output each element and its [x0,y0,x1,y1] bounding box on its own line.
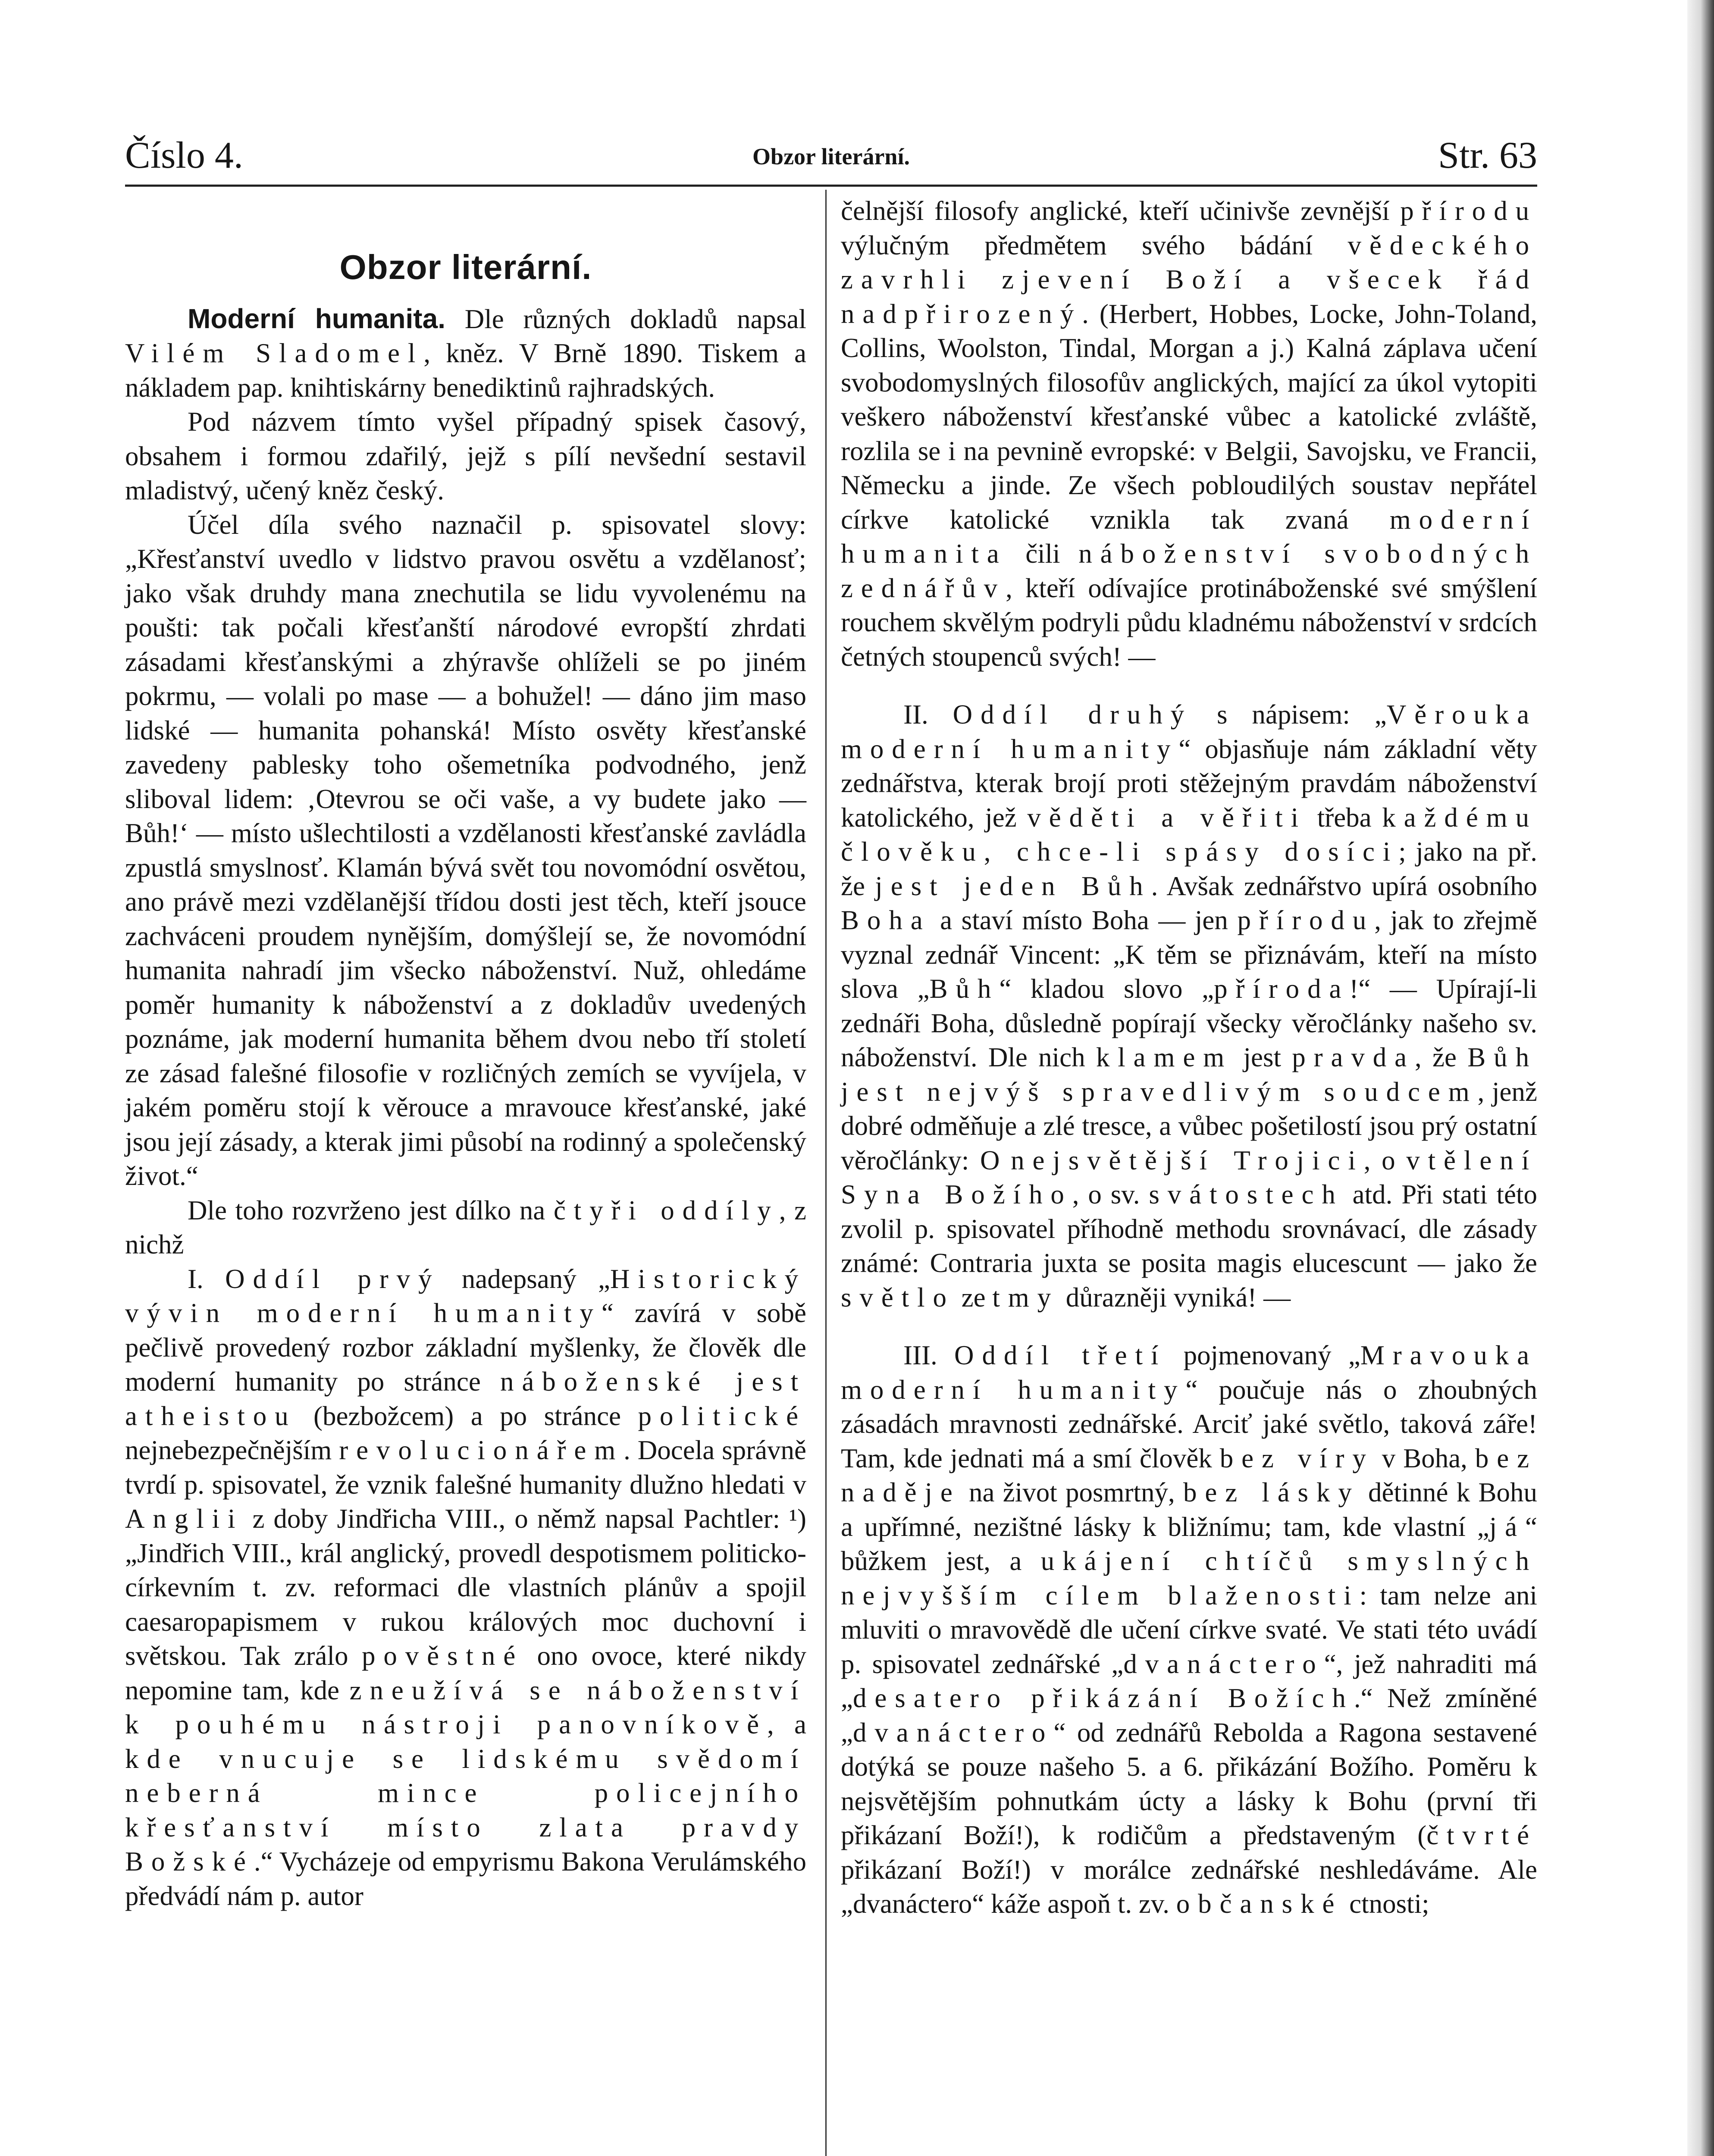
spaced-emphasis: Oddíl třetí [954,1340,1167,1370]
text-run: “ objasňuje nám základní věty zednářstva, kterak brojí proti stěžejným pravdám náboženství katolického, jež [841,733,1537,833]
text-run: , kteří odívajíce protináboženské své smýšlení rouchem skvělým podryli půdu kladnému náboženství v srdcích četných stoupenců svých! — [841,573,1537,672]
text-run: ctnosti; [1342,1889,1429,1919]
text-run: , o [1363,1145,1407,1175]
text-run: a staví místo Boha — jen [931,905,1238,935]
text-run: “ zavírá v sobě pečlivě provedený rozbor základní myšlenky, že člověk dle moderní humanity po stránce [125,1298,806,1397]
right-column [841,194,1537,1921]
text-run: čili [1007,539,1079,569]
text-run: .“ Než zmíněné „ [841,1683,1537,1748]
text-run: výlučným předmětem svého bádání [841,230,1348,260]
spaced-emphasis: vtělení Syna Božího [841,1145,1537,1210]
text-run: důrazněji vyniká! — [1059,1282,1291,1313]
spaced-emphasis: tmy [992,1282,1059,1313]
spaced-emphasis: bez víry [1219,1443,1374,1473]
spaced-emphasis: Boha [841,905,931,935]
spaced-emphasis: Oddíl prvý [225,1263,440,1294]
spaced-emphasis: nejsvětější Trojici [1011,1145,1364,1175]
spaced-emphasis: moderní humanita [841,504,1537,569]
text-run: Dle různých dokladů napsal [445,304,806,334]
spaced-emphasis: Bůh jest nejvýš spravedlivým soudcem [841,1042,1537,1107]
paragraph [125,508,806,1194]
spaced-emphasis: přírodu [1400,196,1537,226]
text-run: , že [1415,1042,1468,1072]
spaced-emphasis: bez lásky [1183,1477,1360,1507]
paragraph [125,1262,806,1914]
spaced-emphasis: Věrouka moderní humanity [841,699,1538,764]
text-run: atd. Při stati této zvolil p. spisovatel příhodně methodu srovnávací, dle zásady známé: Contraria juxta se posita magis elucescunt — jako že [841,1179,1537,1278]
text-run: třeba [1307,802,1382,833]
spaced-emphasis: ukájení chtíčů smyslných nejvyšším cílem blaženosti [841,1546,1537,1611]
spaced-emphasis: kde vnucuje se lidskému svědomí neberná mince policejního křesťanství místo zlata pravdy Božské [125,1743,806,1877]
spaced-emphasis: světlo [841,1282,955,1313]
left-column [125,194,806,1913]
spaced-emphasis: dvanáctero [852,1717,1054,1748]
text-run: s nápisem: „ [1192,699,1387,730]
paragraph [125,1194,806,1262]
text-run: (bezbožcem) a po stránce [296,1401,638,1431]
book-title: Moderní humanita. [188,303,445,334]
text-run: Dle toho rozvrženo jest dílko na [188,1195,554,1225]
spaced-emphasis: Oddíl druhý [953,699,1193,730]
text-run: .“ Vycházeje od empyrismu Bakona Verulámského předvádí nám p. autor [125,1846,806,1911]
text-run: Účel díla svého naznačil p. spisovatel slovy: „Křesťanství uvedlo v lidstvo pravou osvětu a vzdělanosť; jako však druhdy mana znechutila se lidu vyvolenému na poušti: tak počali křesťanští národové evropští zhrdati zásadami křesťanskými a zhýravše ohlíželi se po jiném pokrmu, — volali po mase — a bohužel! — dáno jim maso lidské — humanita pohanská! Místo osvěty křesťanské zavedeny pablesky toho ošemetníka podvodného, jenž sliboval lidem: ‚Otevrou se oči vaše, a vy budete jako — Bůh!‘ — místo ušlechtilosti a vzdělanosti křesťanské zavládla zpustlá smyslnosť. Klamán bývá svět tou novomódní osvětou, ano právě mezi vzdělanější třídou dosti jest těch, kteří jsouce zachváceni proudem nynějším, domýšlejí se, že novomódní humanita nahradí jim všecko náboženství. Nuž, ohledáme poměr humanity k náboženství a z dokladův uvedených poznáme, jak moderní humanita během dvou nebo tří století ze zásad falešné filosofie v rozličných zemích se vyvíjela, v jakém poměru stojí k věrouce a mravouce křesťanské, jaké jsou její zásady, a kterak jimi působí na rodinný a společenský život.“ [125,509,806,1191]
text-run: . Docela správně tvrdí p. spisovatel, že vznik falešné humanity dlužno hledati v [125,1435,806,1500]
text-run: I. [188,1263,226,1294]
spaced-emphasis: desatero přikázání Božích [852,1683,1354,1713]
text-run: “, jež nahraditi má „ [841,1648,1537,1713]
spaced-emphasis: politické [638,1401,806,1431]
text-run: , kněz. V Brně 1890. Tiskem a nákladem pap. knihtiskárny benediktinů rajhradských. [125,338,807,403]
text-run: : tam nelze ani mluviti o mravovědě dle učení církve svaté. Ve stati této uvádí p. spisovatel zednářské „ [841,1580,1537,1679]
page-header [125,129,1537,185]
spaced-emphasis: pověstné [361,1641,524,1671]
section-title: Obzor literární. [339,248,592,286]
spaced-emphasis: revolucionářem [339,1435,624,1465]
page-number: Str. 63 [1438,135,1537,176]
spaced-emphasis: každému člověku, chce-li spásy dosíci [841,802,1537,867]
spaced-emphasis: čtvrté [1426,1820,1537,1850]
running-title: Obzor literární. [752,144,910,169]
spaced-emphasis: svátostech [1149,1179,1344,1210]
text-run: Pod názvem tímto vyšel případný spisek časový, obsahem i formou zdařilý, jejž s pílí nevšední sestavil mladistvý, učený kněz český. [125,407,806,505]
paragraph [841,194,1537,674]
spaced-emphasis: bez naděje [841,1443,1538,1507]
text-run: . (Herbert, Hobbes, Locke, John-Toland, Collins, Woolston, Tindal, Morgan a j.) Kalná záplava učení svobodomyslných filosofův anglických, mající za úkol vytopiti veškero náboženství křesťanské vůbec a katolické zvláště, rozlila se i na pevnině evropské: v Belgii, Savojsku, ve Francii, Německu a jinde. Ze všech pobloudilých soustav nepřátel církve katolické vznikla tak zvaná [841,298,1537,535]
text-run: jest [1232,1042,1292,1072]
header-rule [125,185,1537,187]
text-run: přikázaní Boží!) v morálce zednářské neshledáváme. Ale „dvanáctero“ káže aspoň t. zv. [841,1854,1537,1919]
text-run: !“ — Upírají-li zednáři Boha, důsledně popírají všecky věročlánky našeho sv. náboženství. Dle nich [841,974,1537,1072]
text-run: “ poučuje nás o zhoubných zásadách mravnosti zednářské. Arciť jaké světlo, taková záře! Tam, kde jednati má a smí člověk [841,1374,1538,1473]
paragraph [125,405,806,508]
text-run: “ kladou slovo „ [999,974,1214,1004]
text-run: čelnější filosofy anglické, kteří učinivše zevnější [841,196,1401,226]
text-run: , a [767,1709,806,1739]
text-run: “ bůžkem jest, a [841,1511,1537,1576]
spaced-emphasis: náboženství svobodných zednářův [841,539,1537,603]
column-divider [825,190,827,2156]
spaced-emphasis: občanské [1176,1889,1343,1919]
spaced-emphasis: pravda [1292,1042,1415,1072]
text-run: . Avšak zednářstvo upírá osobního [1151,871,1537,901]
spaced-emphasis: náboženské jest atheistou [125,1366,807,1431]
text-run: ze [954,1282,993,1313]
paragraph-gap [841,1315,1537,1338]
text-run: , jenž dobré odměňuje a zlé tresce, a vůbec pošetilostí jsou prý ostatní věročlánky: O [841,1076,1537,1175]
text-run: , jak to zřejmě vyznal zednář Vincent: „K těm se přiznávám, kteří na místo slova „ [841,905,1537,1004]
spaced-emphasis: čtyři oddíly [553,1195,779,1225]
text-run: nadepsaný „ [440,1263,611,1294]
paragraph [841,698,1537,1315]
text-run: na život posmrtný, [960,1477,1184,1507]
paragraph [125,302,806,405]
spaced-emphasis: jest jeden Bůh [875,871,1151,901]
spaced-emphasis: zneužívá se náboženství k pouhému nástroji panovníkově [125,1675,806,1739]
spaced-emphasis: Mravouka moderní humanity [841,1340,1537,1405]
text-run: ; jako na př. že [841,837,1537,901]
text-run: , o sv. [1072,1179,1149,1210]
issue-number: Číslo 4. [125,135,243,176]
text-run: III. [903,1340,955,1370]
paragraph [841,1338,1537,1921]
text-run: nejnebezpečnějším [125,1435,339,1465]
spaced-emphasis: Anglii [125,1504,244,1534]
spaced-emphasis: příroda [1214,974,1350,1004]
left-paragraphs [125,302,806,1914]
right-paragraphs [841,194,1537,1921]
spaced-emphasis: vědeckého zavrhli zjevení Boží a všecek řád nadpřirozený [841,230,1537,329]
scan-edge [1687,0,1714,2156]
paragraph-gap [841,674,1537,698]
spaced-emphasis: věděti a věřiti [1027,802,1307,833]
spaced-emphasis: já [1489,1511,1526,1542]
spaced-emphasis: přírodu [1237,905,1375,935]
text-run: v Boha, [1374,1443,1475,1473]
text-run: dětinné k Bohu a upřímné, nezištné lásky k bližnímu; tam, kde vlastní „ [841,1477,1538,1542]
text-run: II. [903,699,953,730]
text-run: ono ovoce, které nikdy nepomine tam, kde [125,1641,806,1705]
spaced-emphasis: Historický vývin moderní humanity [125,1263,806,1328]
text-run: z doby Jindřicha VIII., o němž napsal Pachtler: ¹) „Jindřich VIII., král anglický, provedl despotismem politicko-církevním t. zv. reformaci dle vlastních plánův a spojil caesaropapismem v rukou králových moc duchovní i světskou. Tak zrálo [125,1504,806,1671]
spaced-emphasis: Vilém Sladomel [125,338,424,368]
spaced-emphasis: dvanáctero [1123,1648,1324,1679]
text-run: “ od zednářů Rebolda a Ragona sestavené dotýká se pouze našeho 5. a 6. přikázání Božího. Poměru k nejsvětějším pohnutkám úcty a lásky k Bohu (první tři přikázaní Boží!), k rodičům a představeným ( [841,1717,1537,1850]
spaced-emphasis: klamem [1096,1042,1233,1072]
spaced-emphasis: Bůh [929,974,1000,1004]
text-run: pojmenovaný „ [1166,1340,1360,1370]
text-run: , z nichž [125,1195,806,1260]
